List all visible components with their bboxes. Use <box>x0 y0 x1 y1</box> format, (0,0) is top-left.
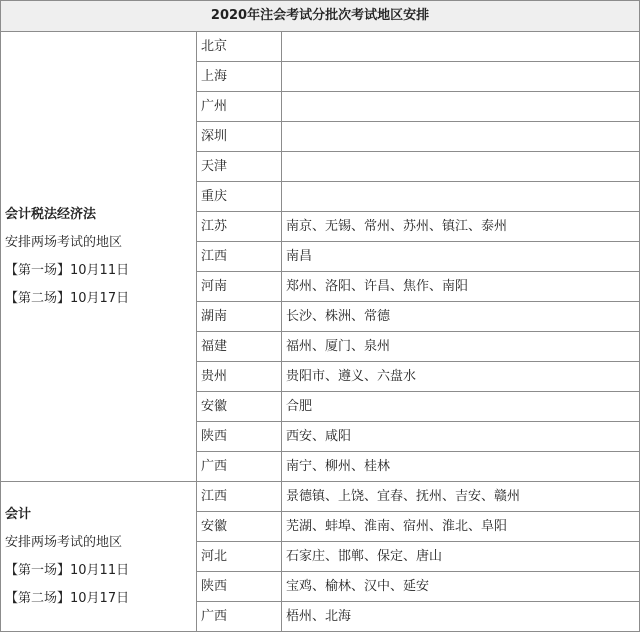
cities-cell: 石家庄、邯郸、保定、唐山 <box>282 542 640 572</box>
group-note: 安排两场考试的地区 <box>5 534 123 550</box>
region-cell: 湖南 <box>197 302 282 332</box>
region-cell: 陕西 <box>197 572 282 602</box>
group-subject: 会计税法经济法 <box>5 206 97 222</box>
region-cell: 江西 <box>197 242 282 272</box>
region-cell: 安徽 <box>197 392 282 422</box>
cities-cell: 南宁、柳州、桂林 <box>282 452 640 482</box>
cities-cell: 南京、无锡、常州、苏州、镇江、泰州 <box>282 212 640 242</box>
cities-cell <box>282 92 640 122</box>
group-session-2: 【第二场】10月17日 <box>5 590 130 606</box>
table-row <box>1 32 640 62</box>
region-cell: 贵州 <box>197 362 282 392</box>
exam-group-info <box>1 32 197 482</box>
region-cell: 广西 <box>197 452 282 482</box>
exam-group-info <box>1 482 197 632</box>
cities-cell: 南昌 <box>282 242 640 272</box>
region-cell: 深圳 <box>197 122 282 152</box>
cities-cell <box>282 32 640 62</box>
region-cell: 北京 <box>197 32 282 62</box>
region-cell: 上海 <box>197 62 282 92</box>
cities-cell: 郑州、洛阳、许昌、焦作、南阳 <box>282 272 640 302</box>
cities-cell: 景德镇、上饶、宜春、抚州、吉安、赣州 <box>282 482 640 512</box>
region-cell: 河北 <box>197 542 282 572</box>
group-note: 安排两场考试的地区 <box>5 234 123 250</box>
cities-cell: 西安、咸阳 <box>282 422 640 452</box>
group-session-1: 【第一场】10月11日 <box>5 562 130 578</box>
table-title: 2020年注会考试分批次考试地区安排 <box>1 1 640 32</box>
cities-cell: 贵阳市、遵义、六盘水 <box>282 362 640 392</box>
cities-cell <box>282 152 640 182</box>
cities-cell <box>282 62 640 92</box>
region-cell: 天津 <box>197 152 282 182</box>
table-body <box>1 32 640 632</box>
cities-cell <box>282 182 640 212</box>
cities-cell <box>282 122 640 152</box>
region-cell: 福建 <box>197 332 282 362</box>
region-cell: 陕西 <box>197 422 282 452</box>
region-cell: 重庆 <box>197 182 282 212</box>
group-session-1: 【第一场】10月11日 <box>5 262 130 278</box>
group-session-2: 【第二场】10月17日 <box>5 290 130 306</box>
region-cell: 广西 <box>197 602 282 632</box>
cities-cell: 梧州、北海 <box>282 602 640 632</box>
table-row <box>1 482 640 512</box>
cities-cell: 福州、厦门、泉州 <box>282 332 640 362</box>
cities-cell: 合肥 <box>282 392 640 422</box>
cities-cell: 芜湖、蚌埠、淮南、宿州、淮北、阜阳 <box>282 512 640 542</box>
cities-cell: 宝鸡、榆林、汉中、延安 <box>282 572 640 602</box>
region-cell: 江西 <box>197 482 282 512</box>
group-subject: 会计 <box>5 506 32 522</box>
region-cell: 广州 <box>197 92 282 122</box>
region-cell: 河南 <box>197 272 282 302</box>
region-cell: 江苏 <box>197 212 282 242</box>
region-cell: 安徽 <box>197 512 282 542</box>
table-header-row <box>1 1 640 32</box>
cities-cell: 长沙、株洲、常德 <box>282 302 640 332</box>
